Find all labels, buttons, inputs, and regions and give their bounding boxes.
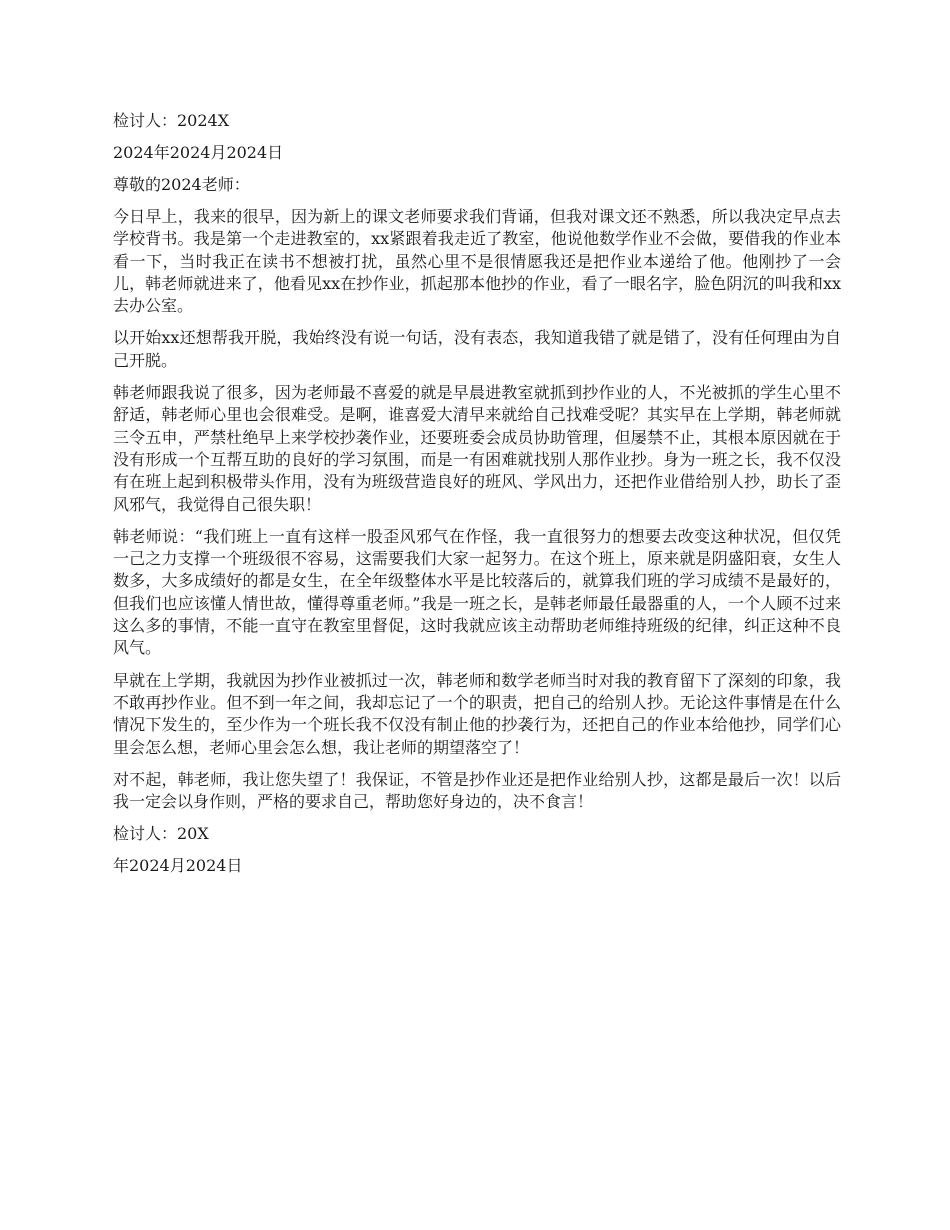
- body-paragraph: 韩老师说：“我们班上一直有这样一股歪风邪气在作怪，我一直很努力的想要去改变这种状况，但仅凭一己之力支撑一个班级很不容易，这需要我们大家一起努力。在这个班上，原来就是阴盛阳衰，女生人数多，大多成绩好的都是女生，在全年级整体水平是比较落后的，就算我们班的学习成绩不是最好的，但我们也应该懂人情世故，懂得尊重老师。”我是一班之长，是韩老师最任最器重的人，一个人顾不过来这么多的事情，不能一直守在教室里督促，这时我就应该主动帮助老师维持班级的纪律，纠正这种不良风气。: [113, 526, 841, 658]
- body-paragraph: 韩老师跟我说了很多，因为老师最不喜爱的就是早晨进教室就抓到抄作业的人，不光被抓的学生心里不舒适，韩老师心里也会很难受。是啊，谁喜爱大清早来就给自己找难受呢？其实早在上学期，韩老师就三令五申，严禁杜绝早上来学校抄袭作业，还要班委会成员协助管理，但屡禁不止，其根本原因就在于没有形成一个互帮互助的良好的学习氛围，而是一有困难就找别人那作业抄。身为一班之长，我不仅没有在班上起到积极带头作用，没有为班级营造良好的班风、学风出力，还把作业借给别人抄，助长了歪风邪气，我觉得自己很失职！: [113, 383, 841, 514]
- footer-date: 年2024月2024日: [113, 856, 243, 876]
- header-date: 2024年2024月2024日: [113, 143, 284, 162]
- body-paragraph: 以开始xx还想帮我开脱，我始终没有说一句话，没有表态，我知道我错了就是错了，没有任何理由为自己开脱。: [113, 328, 841, 370]
- footer-signer: 检讨人：20X: [113, 824, 209, 844]
- document-page: [113, 110, 841, 887]
- header-signer: 检讨人：2024X: [113, 111, 230, 130]
- salutation: 尊敬的2024老师：: [113, 175, 250, 194]
- body-paragraph: 今日早上，我来的很早，因为新上的课文老师要求我们背诵，但我对课文还不熟悉，所以我决定早点去学校背书。我是第一个走进教室的，xx紧跟着我走近了教室，他说他数学作业不会做，要借我的作业本看一下，当时我正在读书不想被打扰，虽然心里不是很情愿我还是把作业本递给了他。他刚抄了一会儿，韩老师就进来了，他看见xx在抄作业，抓起那本他抄的作业，看了一眼名字，脸色阴沉的叫我和xx去办公室。: [113, 207, 841, 316]
- body-paragraph: 对不起，韩老师，我让您失望了！我保证，不管是抄作业还是把作业给别人抄，这都是最后一次！以后我一定会以身作则，严格的要求自己，帮助您好身边的，决不食言！: [113, 769, 841, 812]
- body-paragraph: 早就在上学期，我就因为抄作业被抓过一次，韩老师和数学老师当时对我的教育留下了深刻的印象，我不敢再抄作业。但不到一年之间，我却忘记了一个的职责，把自己的给别人抄。无论这件事情是在什么情况下发生的，至少作为一个班长我不仅没有制止他的抄袭行为，还把自己的作业本给他抄，同学们心里会怎么想，老师心里会怎么想，我让老师的期望落空了！: [113, 670, 841, 757]
